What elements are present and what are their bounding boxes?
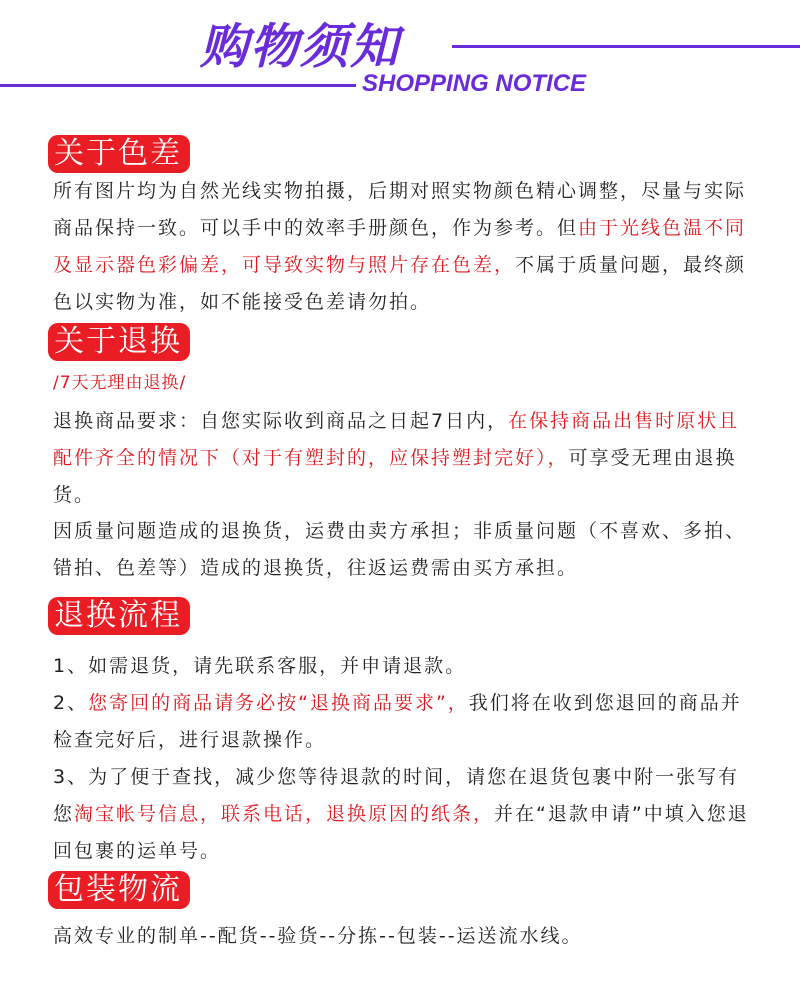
- text-segment: 我们将在收到您退回的商品并检查完好后，进行退款操作。: [53, 692, 742, 751]
- returns-shipping-text: 因质量问题造成的退换货，运费由卖方承担；非质量问题（不喜欢、多拍、错拍、色差等）造成的退换货，往返运费需由买方承担。: [53, 520, 747, 579]
- text-segment: 退换商品要求：自您实际收到商品之日起7日内，: [53, 410, 509, 432]
- text-segment: 所有图片均为自然光线实物拍摄，后期对照实物颜色精心调整，尽量与实际商品保持一致。可以手中的效率手册颜色，作为参考。但: [53, 180, 747, 239]
- header: [0, 0, 800, 110]
- header-divider-left: [0, 84, 356, 87]
- text-segment: 2、: [53, 692, 89, 714]
- highlight-text: 由于光线色温不同及显示器色彩偏差，可导致实物与照片存在色差，: [53, 217, 747, 276]
- text-segment: 并在“退款申请”中填入您退回包裹的运单号。: [53, 803, 749, 862]
- process-step-2: [53, 685, 753, 759]
- packaging-text: 高效专业的制单--配货--验货--分拣--包装--运送流水线。: [53, 925, 583, 947]
- section-title-packaging: 包装物流: [48, 871, 190, 909]
- text-segment: 可享受无理由退换货。: [53, 447, 737, 506]
- process-step-3: [53, 759, 753, 870]
- highlight-text: 淘宝帐号信息，联系电话，退换原因的纸条，: [74, 803, 495, 825]
- color-difference-text: [53, 173, 753, 321]
- section-title-return-process: 退换流程: [48, 597, 190, 635]
- returns-tag: /7天无理由退换/: [53, 373, 187, 393]
- text-segment: 不属于质量问题，最终颜色以实物为准，如不能接受色差请勿拍。: [53, 254, 747, 313]
- process-step-1: 1、如需退货，请先联系客服，并申请退款。: [53, 655, 467, 677]
- highlight-text: 在保持商品出售时原状且配件齐全的情况下（对于有塑封的，应保持塑封完好），: [53, 410, 740, 469]
- returns-requirements-text: [53, 403, 753, 514]
- text-segment: 3、为了便于查找，减少您等待退款的时间，请您在退货包裹中附一张写有您: [53, 766, 740, 825]
- header-divider-right: [452, 45, 800, 48]
- page-title: 购物须知: [200, 19, 401, 75]
- section-title-color-difference: 关于色差: [48, 135, 190, 173]
- highlight-text: 您寄回的商品请务必按“退换商品要求”，: [88, 692, 469, 714]
- section-title-returns: 关于退换: [48, 323, 190, 361]
- page-subtitle: SHOPPING NOTICE: [362, 70, 587, 97]
